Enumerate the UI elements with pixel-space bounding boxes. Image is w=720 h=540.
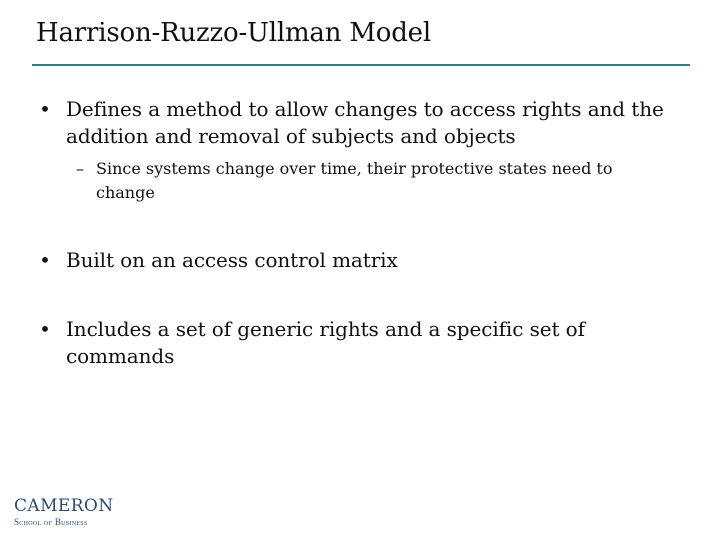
bullet-text: Defines a method to allow changes to access rights and the addition and removal of subjects and objects [66, 97, 664, 148]
logo-name: CAMERON [14, 496, 114, 516]
bullet-marker: • [39, 97, 51, 121]
bullet-text: Built on an access control matrix [66, 248, 398, 272]
bullet-text: Includes a set of generic rights and a specific set of commands [66, 317, 585, 368]
bullet-marker: • [39, 317, 51, 341]
slide-title: Harrison-Ruzzo-Ullman Model [36, 18, 431, 48]
logo-subtitle: School of Business [14, 517, 88, 527]
bullet-marker: • [39, 248, 51, 272]
title-divider [32, 64, 690, 66]
cameron-logo [14, 496, 114, 531]
sub-bullet-text: Since systems change over time, their protective states need to change [96, 159, 613, 202]
sub-bullet-marker: – [76, 159, 84, 178]
